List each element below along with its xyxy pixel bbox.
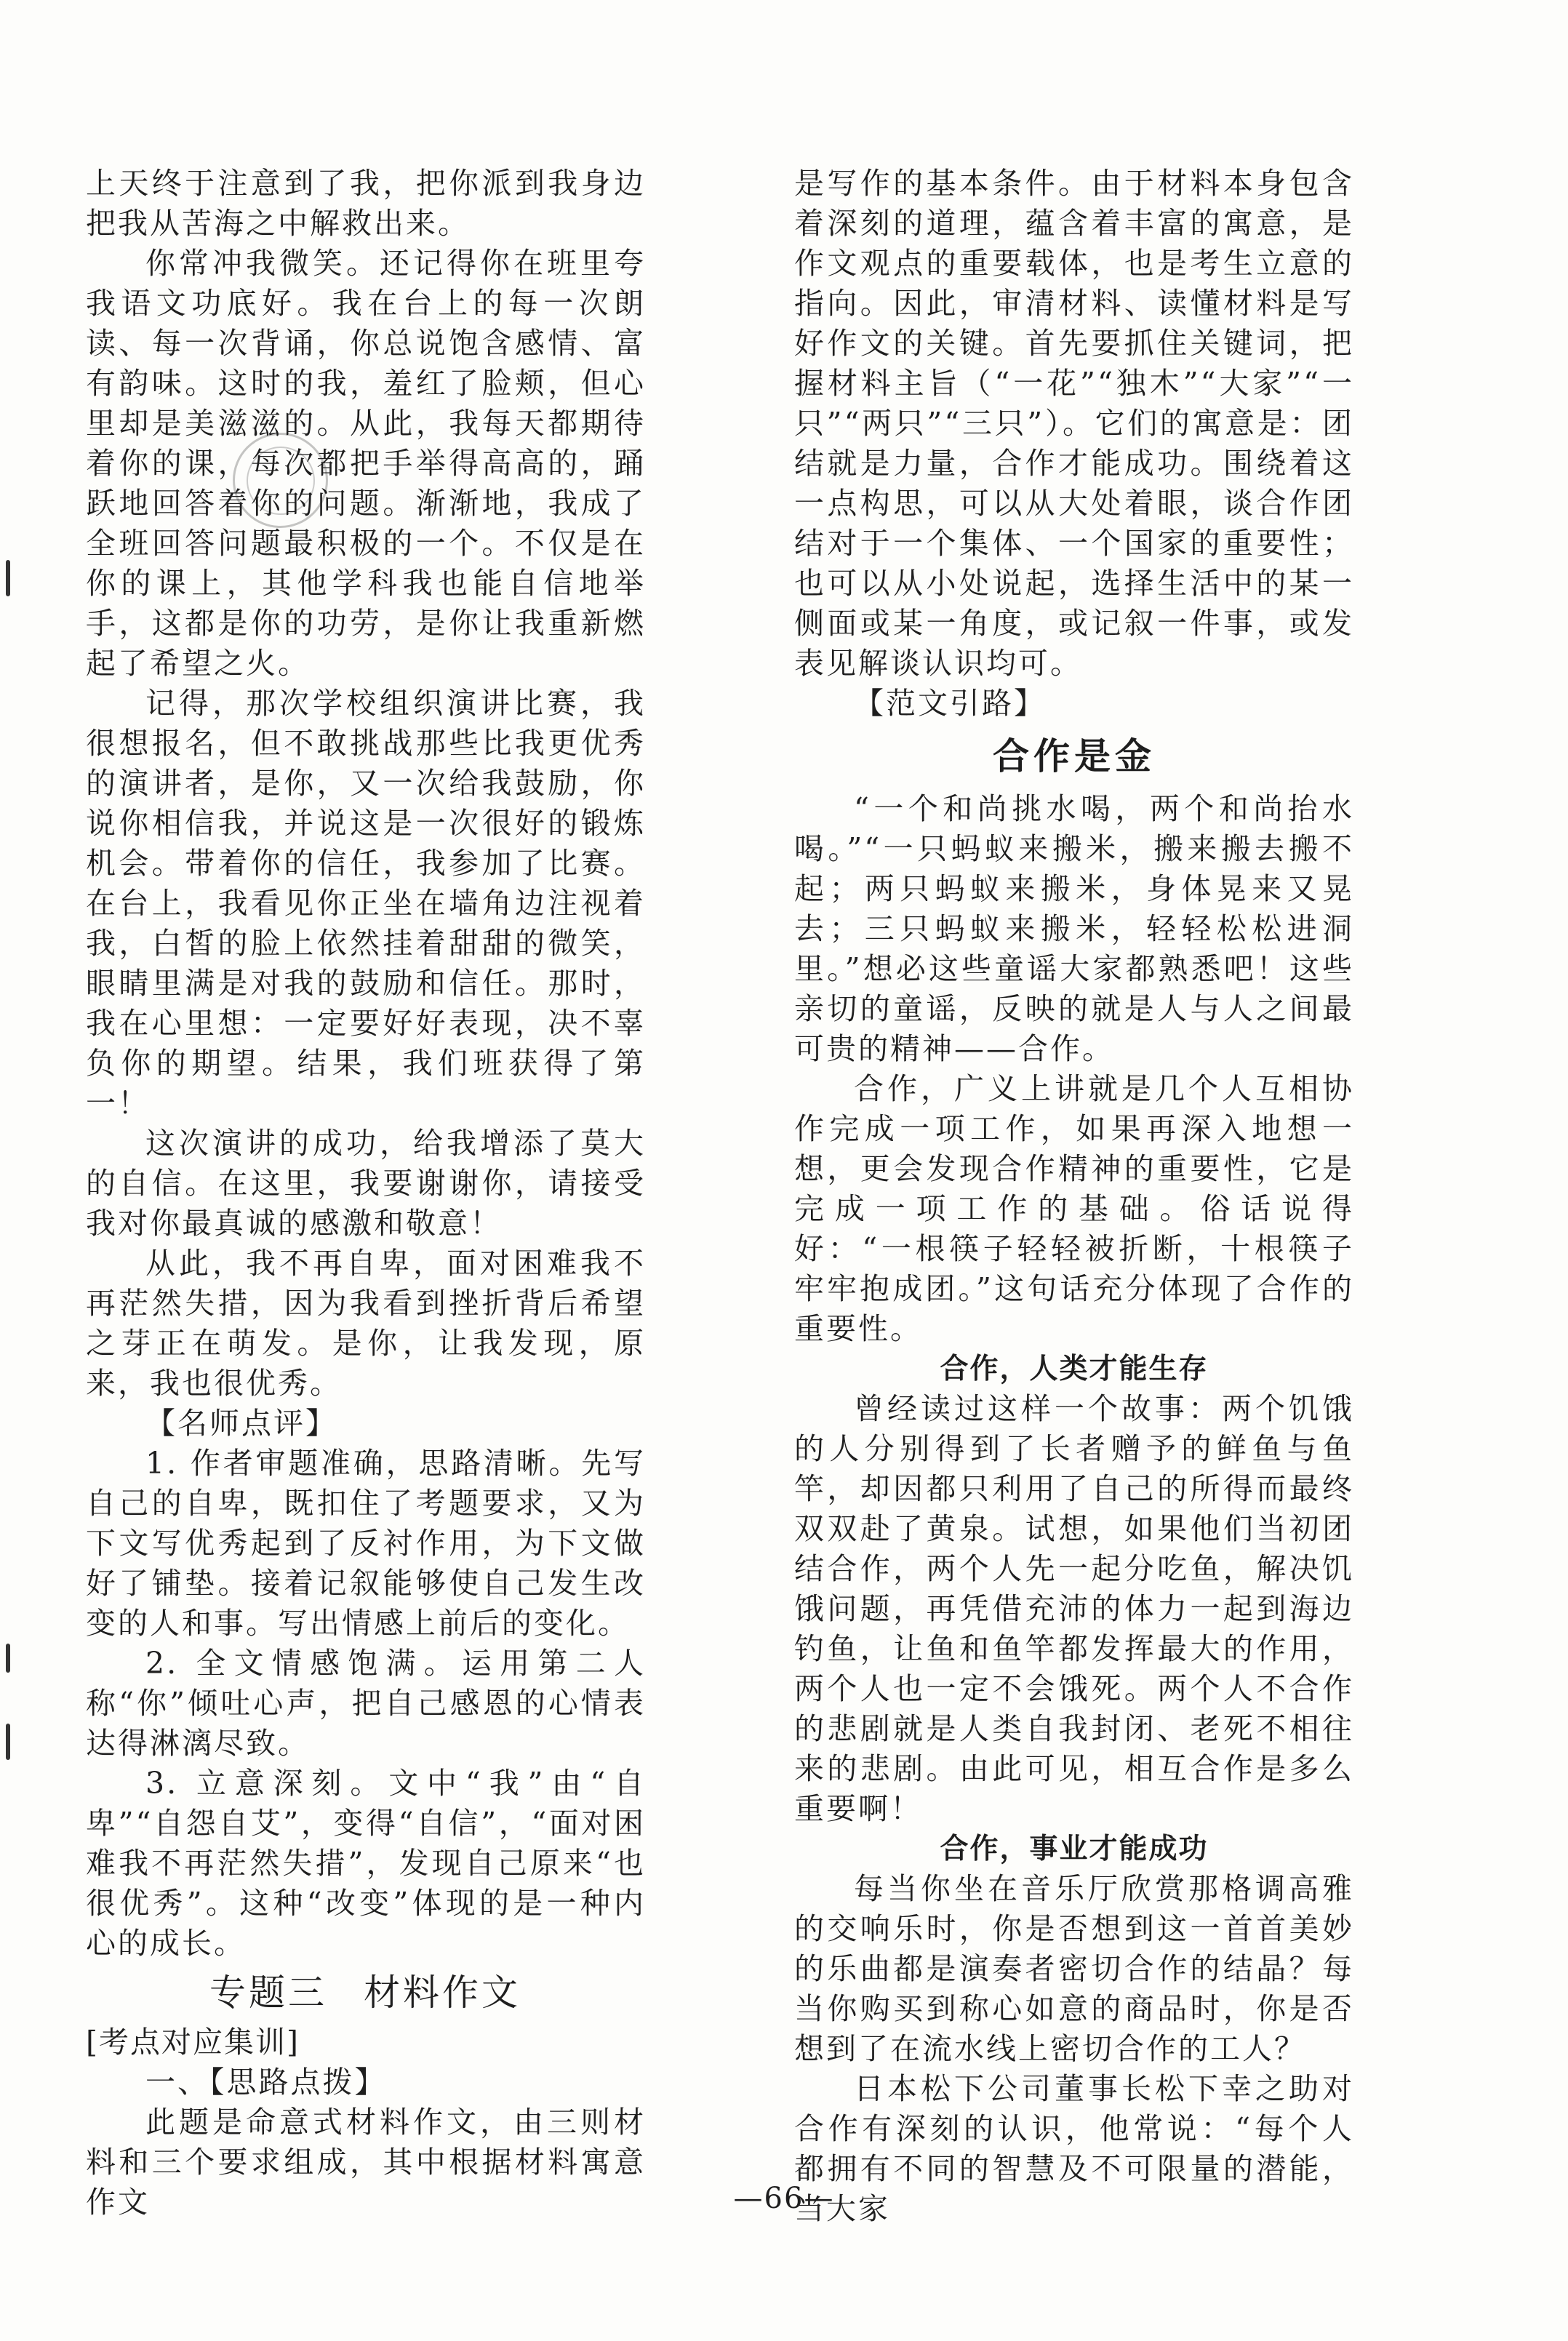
page-number: —66— <box>733 2182 835 2215</box>
hint-label: 一、【思路点拨】 <box>145 2065 387 2100</box>
paragraph: 记得，那次学校组织演讲比赛，我很想报名，但不敢挑战那些比我更优秀的演讲者，是你，又一次给我鼓励，你说你相信我，并说这是一次很好的锻炼机会。带着你的信任，我参加了比赛。在台上，我看见你正坐在墙角边注视着我，白皙的脸上依然挂着甜甜的微笑，眼睛里满是对我的鼓励和信任。那时，我在心里想：一定要好好表现，决不辜负你的期望。结果，我们班获得了第一！ <box>86 686 646 1121</box>
paragraph: 你常冲我微笑。还记得你在班里夸我语文功底好。我在台上的每一次朗读、每一次背诵，你总说饱含感情、富有韵味。这时的我，羞红了脸颊，但心里却是美滋滋的。从此，我每天都期待着你的课，每次都把手举得高高的，踊跃地回答着你的问题。渐渐地，我成了全班回答问题最积极的一个。不仅是在你的课上，其他学科我也能自信地举手，这都是你的功劳，是你让我重新燃起了希望之火。 <box>86 246 646 681</box>
section-title: 专题三 材料作文 <box>209 1972 521 2014</box>
review-label: 【名师点评】 <box>145 1406 337 1441</box>
essay-subheading: 合作，人类才能生存 <box>940 1353 1209 1385</box>
essay-paragraph: 每当你坐在音乐厅欣赏那格调高雅的交响乐时，你是否想到这一首首美妙的乐曲都是演奏者密切合作的结晶？每当你购买到称心如意的商品时，你是否想到了在流水线上密切合作的工人？ <box>794 1871 1354 2066</box>
essay-subheading: 合作，事业才能成功 <box>940 1833 1209 1865</box>
hint-paragraph: 此题是命意式材料作文，由三则材料和三个要求组成，其中根据材料寓意作文 <box>86 2105 646 2220</box>
training-heading: [考点对应集训] <box>86 2025 300 2060</box>
essay-paragraph: 日本松下公司董事长松下幸之助对合作有深刻的认识，他常说：“每个人都拥有不同的智慧及不可限量的潜能，当大家 <box>794 2071 1354 2226</box>
left-column <box>86 164 646 2222</box>
review-item: 3. 立意深刻。文中“我”由“自卑”“自怨自艾”，变得“自信”，“面对困难我不再茫然失措”，发现自己原来“也很优秀”。这种“改变”体现的是一种内心的成长。 <box>86 1766 646 1961</box>
paragraph: 是写作的基本条件。由于材料本身包含着深刻的道理，蕴含着丰富的寓意，是作文观点的重要载体，也是考生立意的指向。因此，审清材料、读懂材料是写好作文的关键。首先要抓住关键词，把握材料主旨（“一花”“独木”“大家”“一只”“两只”“三只”）。它们的寓意是：团结就是力量，合作才能成功。围绕着这一点构思，可以从大处着眼，谈合作团结对于一个集体、一个国家的重要性；也可以从小处说起，选择生活中的某一侧面或某一角度，或记叙一件事，或发表见解谈认识均可。 <box>794 166 1354 681</box>
essay-paragraph: “一个和尚挑水喝，两个和尚抬水喝。”“一只蚂蚁来搬米，搬来搬去搬不起；两只蚂蚁来搬米，身体晃来又晃去；三只蚂蚁来搬米，轻轻松松进洞里。”想必这些童谣大家都熟悉吧！这些亲切的童谣，反映的就是人与人之间最可贵的精神——合作。 <box>794 791 1354 1066</box>
scan-edge-mark <box>6 1724 10 1760</box>
essay-title: 合作是金 <box>993 735 1156 777</box>
review-item: 2. 全文情感饱满。运用第二人称“你”倾吐心声，把自己感恩的心情表达得淋漓尽致。 <box>86 1646 646 1761</box>
essay-paragraph: 曾经读过这样一个故事：两个饥饿的人分别得到了长者赠予的鲜鱼与鱼竿，却因都只利用了自己的所得而最终双双赴了黄泉。试想，如果他们当初团结合作，两个人先一起分吃鱼，解决饥饿问题，再凭借充沛的体力一起到海边钓鱼，让鱼和鱼竿都发挥最大的作用，两个人也一定不会饿死。两个人不合作的悲剧就是人类自我封闭、老死不相往来的悲剧。由此可见，相互合作是多么重要啊！ <box>794 1391 1354 1826</box>
right-column <box>794 164 1354 2229</box>
paragraph: 上天终于注意到了我，把你派到我身边把我从苦海之中解救出来。 <box>86 166 646 241</box>
paragraph: 这次演讲的成功，给我增添了莫大的自信。在这里，我要谢谢你，请接受我对你最真诚的感激和敬意！ <box>86 1126 646 1241</box>
review-item: 1. 作者审题准确，思路清晰。先写自己的自卑，既扣住了考题要求，又为下文写优秀起到了反衬作用，为下文做好了铺垫。接着记叙能够使自己发生改变的人和事。写出情感上前后的变化。 <box>86 1446 646 1641</box>
scan-edge-mark <box>6 560 10 596</box>
scan-edge-mark <box>6 1644 10 1673</box>
essay-paragraph: 合作，广义上讲就是几个人互相协作完成一项工作，如果再深入地想一想，更会发现合作精神的重要性，它是完成一项工作的基础。俗话说得好：“一根筷子轻轻被折断，十根筷子牢牢抱成团。”这句话充分体现了合作的重要性。 <box>794 1071 1354 1346</box>
model-essay-label: 【范文引路】 <box>854 686 1046 721</box>
paragraph: 从此，我不再自卑，面对困难我不再茫然失措，因为我看到挫折背后希望之芽正在萌发。是你，让我发现，原来，我也很优秀。 <box>86 1246 646 1401</box>
